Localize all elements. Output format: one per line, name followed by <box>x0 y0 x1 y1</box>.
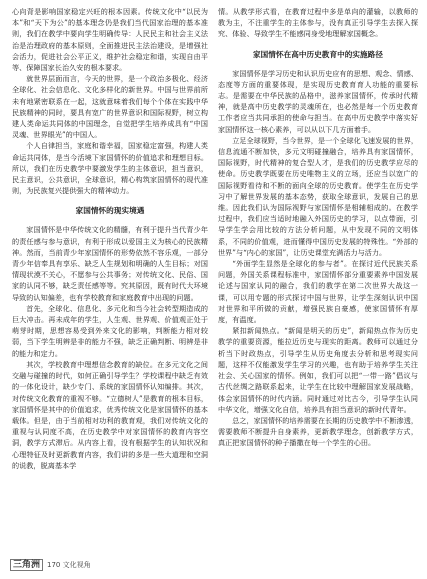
paragraph: 情。从教学形式看，在教育过程中多是单向的灌输，以教师的教为主，不注重学生的主体参与，没有真正引导学生去探入探究、体验、导致学生不能感同身受地理解家国概念。 <box>218 7 418 39</box>
paragraph: 心向背是影响国家稳定兴旺的根本因素。传统文化中“以民为本”和“天下为公”的基本理念仍是我们当代国家治理的基本准则，我们在教学中要向学生明确传导：人民民主和社会主义法治是治理政府的基本原则，全面推进民主法治建设，是增强社会活力，促进社会公平正义，维护社会稳定和谐，实现自由平等、保障国家长治久安的根本要求。 <box>12 7 208 73</box>
paragraph: 家国情怀是学习历史和认识历史应有的思想、观念、情感、态度等方面的重要体现，是实现历史教育育人功能的重要标志。是需要在中华民族的品格中，滋养家国情怀，传承时代精神，就是高中历史教学的灵魂所在，也必然是每一个历史教育工作者应当共同承担的使命与担当。在高中历史教学中落实好家国情怀这一核心素养，可以从以下几方面着手。 <box>218 68 418 134</box>
paragraph: 家国情怀是中华传统文化的精髓，有利于提升当代青少年的责任感与参与意识，有利于形成以爱国主义为核心的民族精神。然而，当前青少年家国情怀的形势依然不容乐观，一部分青少年信奉具有享乐、缺乏人生规划和明确的人生目标；对国情现状漠不关心，不愿参与公共事务；对传统文化、民俗、国家的认同不够，缺乏责任感等等。究其原因，既有时代大环境导致的认知偏差，也有学校教育和家庭教育中出现的问题。 <box>12 225 208 302</box>
section-heading: 家国情怀在高中历史教育中的实施路径 <box>253 49 383 59</box>
section-heading: 家国情怀的现实境遇 <box>75 206 145 216</box>
paragraph: 首先，全球化、信息化、多元化和当今社会转型期造成的巨大冲击。再未成年的学生，人生观、世界观、价值观正处于萌芽时期，思想容易受到外来文化的影响，判断能力相对较弱，当下学生明辨是非的能力不强，缺乏正确判断、明辨是非的能力和定力。 <box>12 303 208 358</box>
paragraph: 就世界层面而言，今天的世界，是一个政治多极化、经济全球化、社会信息化、文化多样化的新世界。中国与世界前所未有地紧密联系在一起，这就意味着我们每个个体在实践中华民族精神的同时，要具有宽广的世界意识和国际视野，树立构建人类命运共同体的中国理念，自觉把学生培养成具有“中国灵魂、世界眼光”的中国人。 <box>12 74 208 140</box>
paragraph: 紧扣新闻热点。“新闻是明天的历史”，新闻热点作为历史教学的重要资源，能拉近历史与现实的距离。教师可以通过分析当下时政热点，引导学生从历史角度去分析和思考现实问题，这样不仅能激发学生学习的兴趣，也有助于培养学生关注社会、关心国家的情怀。例如，我们可以把“一带一路”倡议与古代丝绸之路联系起来，让学生在比较中理解国家发展战略，体会家国情怀的时代内涵。同时通过对比古今，引导学生认同中华文化，增强文化自信，培养具有担当意识的新时代青年。 <box>218 326 418 414</box>
paragraph: 总之，家国情怀的培养需要在长期的历史教学中不断渗透，需要教师不断提升自身素养，更新教学理念，创新教学方式，真正把家国情怀的种子播撒在每一个学生的心田。 <box>218 415 418 448</box>
left-column <box>12 6 208 471</box>
paragraph: 个人自律担当，家庭和谐幸福，国家稳定富强，构建人类命运共同体，是当今活境下家国情怀的价值追求和理想目标。所以，我们在历史教学中要激发学生的主体意识，担当意识，民主意识，公共意识，全球意识，精心构筑家国情怀的现代准则，为民族复兴提供强大的精神动力。 <box>12 141 208 196</box>
paragraph: 立足全球视野，当今世界，是一个全球化飞速发展的世界，信息流通不断加快，多元文明碰撞融合，培养具有家国情怀，国际视野，时代精神的复合型人才，是我们的历史教学应尽的使命。历史教学既要在历史唯物主义的立场，还应当以宽广的国际视野看待和不断的面向全球的历史教育。使学生在历史学习中了解世界发展的基本态势，获取全球意识，发展自己的思维。因此我们认为国际视野与家国情怀是相辅相成的。在教学过程中，我们应当适时地融入外国历史的学习，以点带面，引导学生学会用比较的方法分析问题，从中发现不同的文明体系，不同的价值观，进而懂得中国历史发展的特殊性。“外部的世界”与“内心的家国”，让历史课堂充满活力与活力。 <box>218 135 418 257</box>
right-column <box>218 6 418 449</box>
page-footer <box>10 559 91 571</box>
paragraph: 其次，学校教育中理想信念教育的缺位。在多元文化之间交融与碰撞的时代，如何正确引导学生？学校课程中缺乏有效的一体化设计，缺少专门、系统的家国情怀认知编排。其次，对传统文化教育的重视不够。“立德树人”是教育的根本目标，家国情怀是其中的价值追求，优秀传统文化是家国情怀的基本载体。但是，由于当前相对功利的教育观，我们对传统文化的重视与认同度不高，在历史教学中对家国情怀的教育内容空洞，教学方式滞后。从内容上看，没有根据学生的认知状况和心理特征及时更新教育内容，我们讲的多是一些大道理和空洞的说教，脱离基本学 <box>12 359 208 470</box>
paragraph: “外面学生显然是全球化的参与者”。在探讨近代民族关系问题，外国关系课程标准中，家国情怀部分重要素养中国发展论述与国家认同的融合，我们的教学在第二次世界大战这一课，可以用专题的形式探讨中国与世界，让学生深刻认识中国对世界和平所做的贡献，增强民族自豪感，使家国情怀有厚度，有温度。 <box>218 259 418 325</box>
page-number: 170 文化视角 <box>47 561 91 569</box>
magazine-logo: 三角洲 <box>10 559 43 571</box>
